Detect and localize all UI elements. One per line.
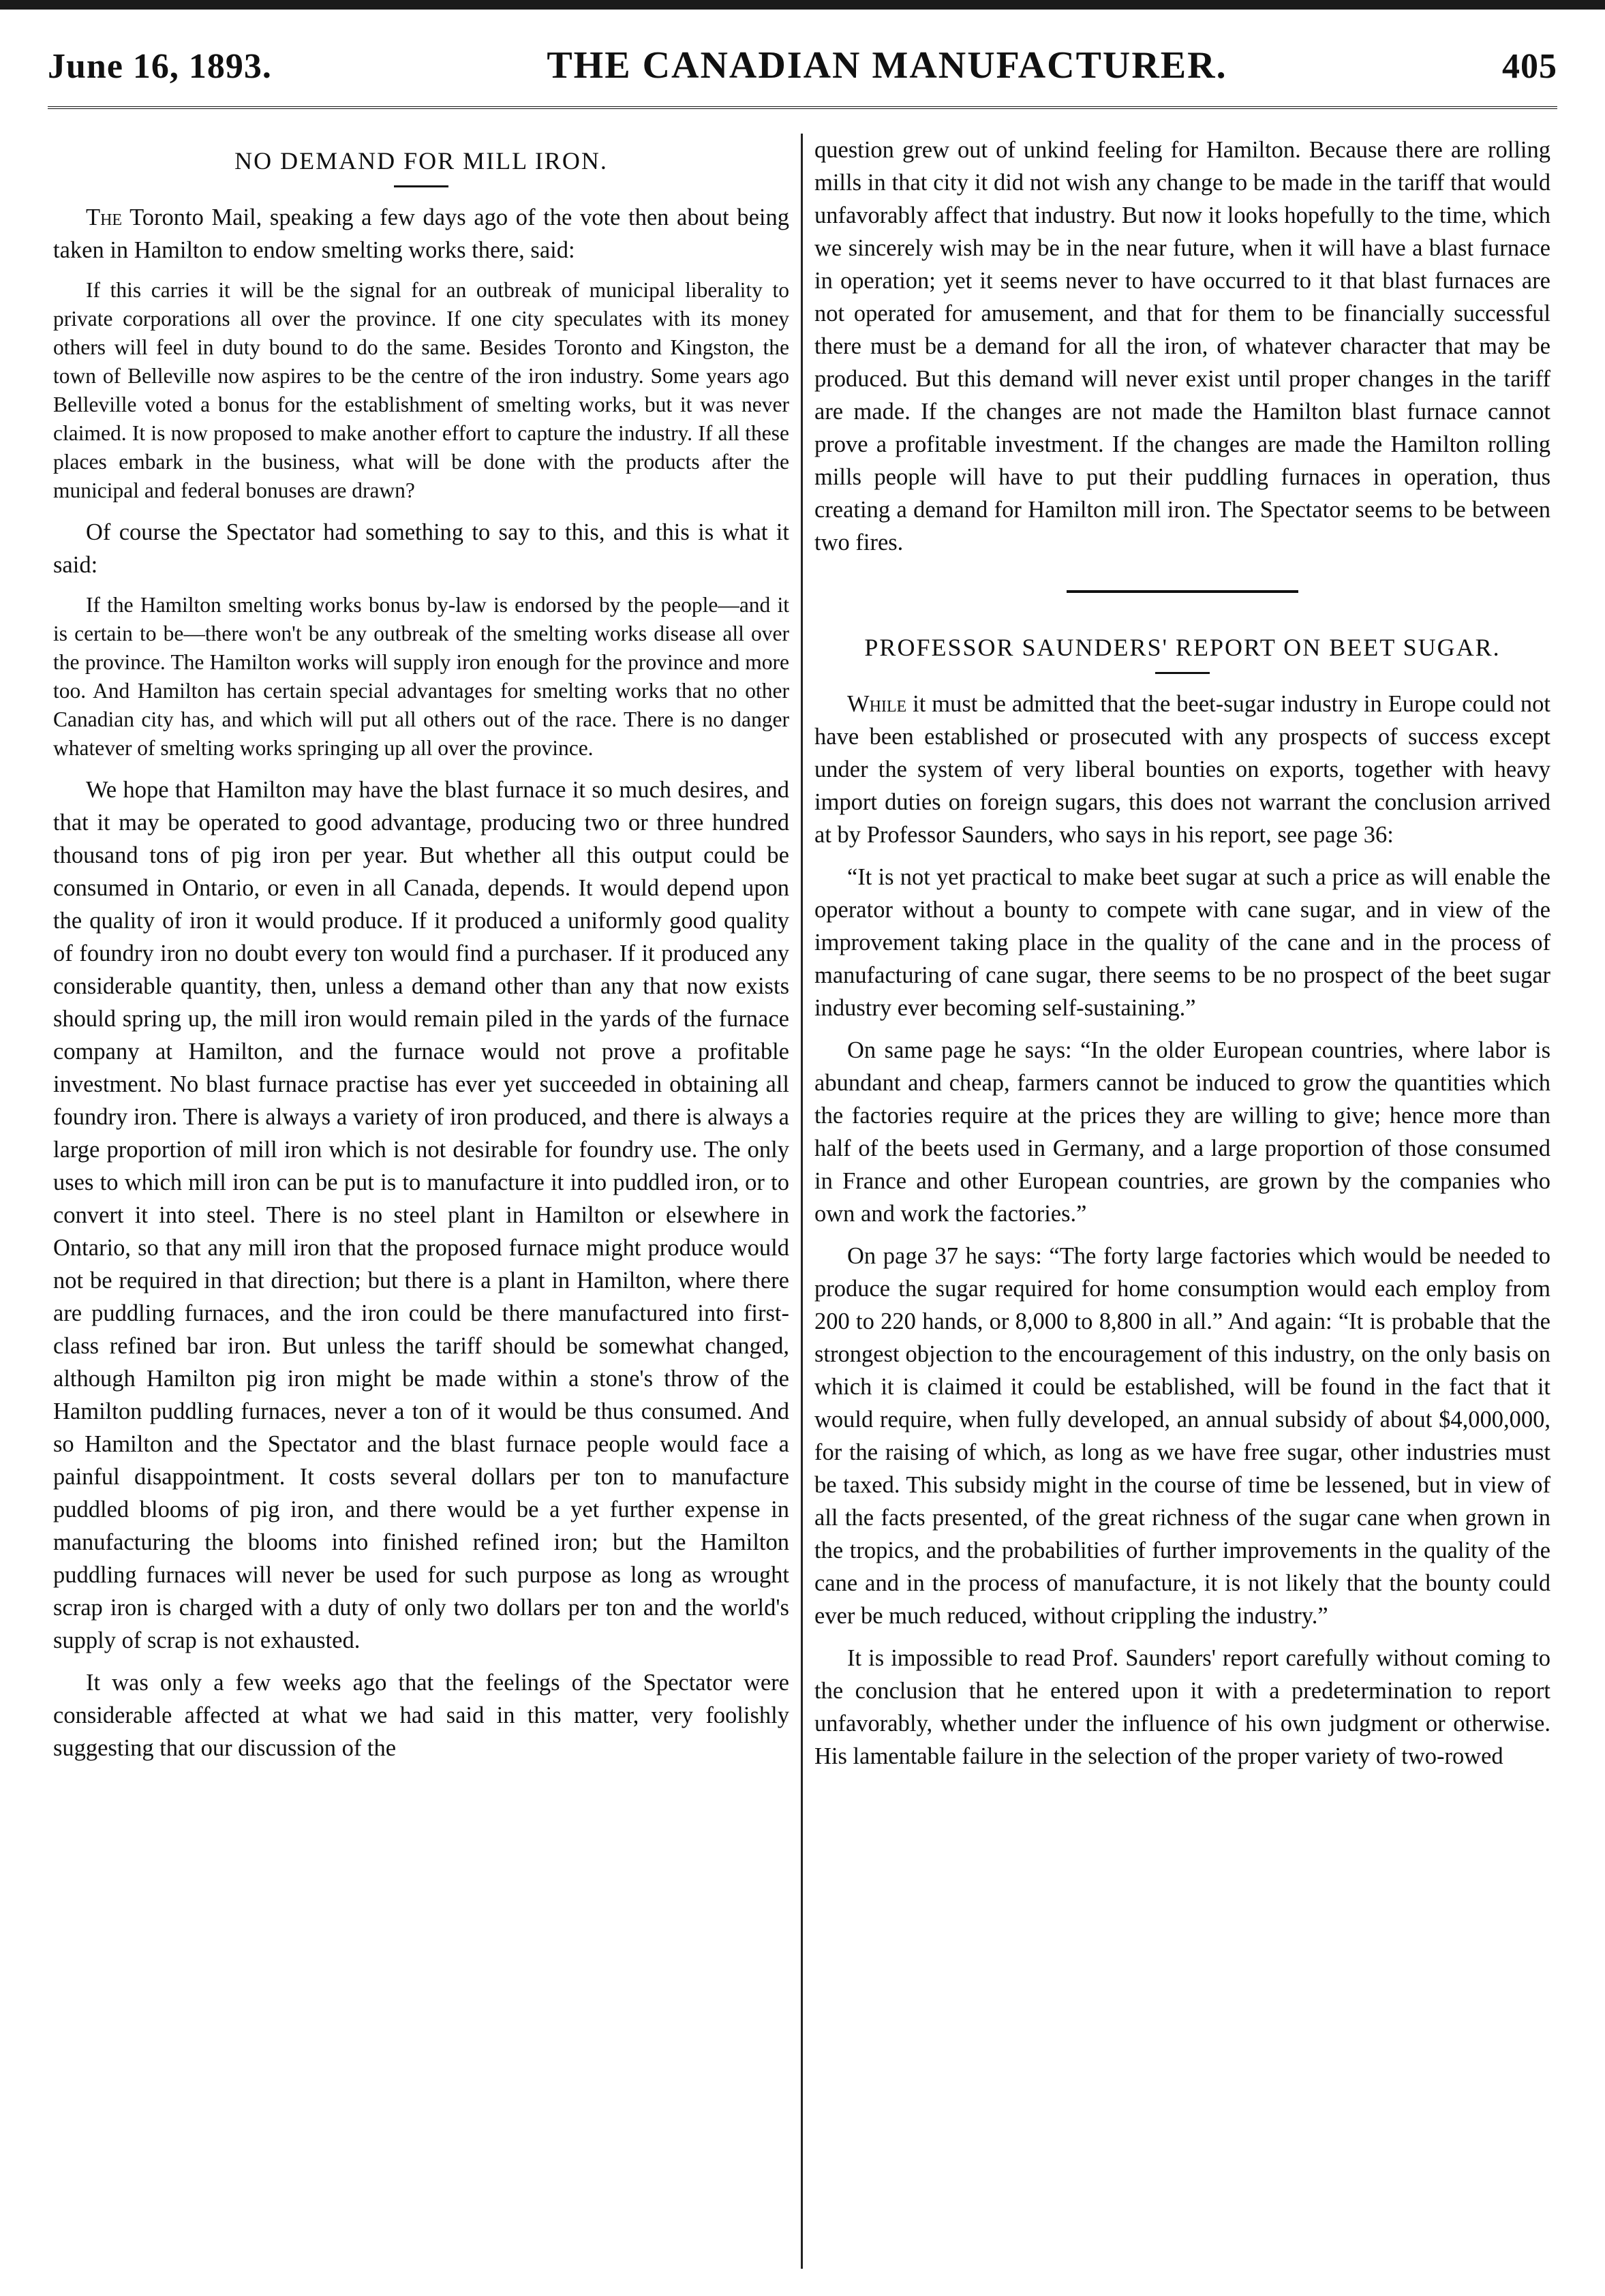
article2-intro-text: it must be admitted that the beet-sugar industry in Europe could not have been established or prosecuted with any prospects of success except under the system of very liberal bounties on exports, together with heavy import duties on foreign sugars, this does not warrant the conclusion arrived at by Professor Saunders, who says in his report, see page 36: [814,691,1550,848]
article1-para3: We hope that Hamilton may have the blast furnace it so much desires, and that it may be operated to good advantage, producing two or three hundred thousand tons of pig iron per year. But whether all this output could be consumed in Ontario, or even in all Canada, depends. It would depend upon the quality of iron it would produce. If it produced a uniformly good quality of foundry iron no doubt every ton would find a purchaser. If it produced any considerable quantity, then, unless a demand other than any that now exists should spring up, the mill iron would remain piled in the yards of the furnace company at Hamilton, and the furnace would not prove a profitable investment. No blast furnace practise has ever yet succeeded in obtaining all foundry iron. There is always a variety of iron produced, and there is always a large proportion of mill iron which is not desirable for foundry use. The only uses to which mill iron can be put is to manufacture it into puddled iron, or to convert it into steel. There is no steel plant in Hamilton or elsewhere in Ontario, so that any mill iron that the proposed furnace might produce would not be required in that direction; but there is a plant in Hamilton, where there are puddling furnaces, and the iron could be there manufactured into first-class refined bar iron. But unless the tariff should be somewhat changed, although Hamilton pig iron might be made within a stone's throw of the Hamilton puddling furnaces, never a ton of it would be thus consumed. And so Hamilton and the Spectator and the blast furnace people would face a painful disappointment. It costs several dollars per ton to manufacture puddled blooms of pig iron, and there would be a yet further expense in manufacturing the blooms into finished refined iron; but the Hamilton puddling furnaces will never be used for such purpose as long as wrought scrap iron is charged with a duty of only two dollars per ton and the world's supply of scrap is not exhausted. [53,777,789,1653]
title-rule [394,185,448,187]
title-rule [1155,672,1210,674]
masthead-title: THE CANADIAN MANUFACTURER. [547,44,1227,87]
article2-para4: It is impossible to read Prof. Saunders' report carefully without coming to the conclusion that he entered upon it with a predetermination to report unfavorably, whether under the influence of his own judgment or otherwise. His lamentable failure in the selection of the proper variety of two-rowed [814,1645,1550,1769]
article1-quote2: If the Hamilton smelting works bonus by-law is endorsed by the people—and it is certain to be—there won't be any outbreak of the smelting works disease all over the province. The Hamilton works will supply iron enough for the province and more too. And Hamilton has certain special advantages for smelting works that no other Canadian city has, and which will put all others out of the race. There is no danger whatever of smelting works springing up all over the province. [53,593,789,760]
article2-para3: On page 37 he says: “The forty large factories which would be needed to produce the sugar required for home consumption would each employ from 200 to 220 hands, or 8,000 to 8,800 in all.” And again: “It is probable that the strongest objection to the encouragement of this industry, on the only basis on which it is claimed it could be established, will be found in the fact that it would require, when fully developed, an annual subsidy of about $4,000,000, for the raising of which, as long as we have free sugar, other industries must be taxed. This subsidy might in the course of time be lessened, but in view of all the facts presented, of the great richness of the sugar cane when grown in the tropics, and the probabilities of further improvements in the quality of the cane and in the process of manufacture, it is not likely that the bounty could ever be much reduced, without crippling the industry.” [814,1243,1550,1629]
header-rule [48,106,1557,109]
article-separator [1067,590,1298,593]
article1-para4: It was only a few weeks ago that the feelings of the Spectator were considerable affected at what we had said in this matter, very foolishly suggesting that our discussion of the [53,1670,789,1761]
right-column [814,134,1550,2269]
article1-quote1: If this carries it will be the signal for an outbreak of municipal liberality to private corporations all over the province. If one city speculates with its money others will feel in duty bound to do the same. Besides Toronto and Kingston, the town of Belleville now aspires to be the centre of the iron industry. Some years ago Belleville voted a bonus for the establishment of smelting works, but it was never claimed. It is now proposed to make another effort to capture the industry. If all these places embark in the business, what will be done with the products after the municipal and federal bonuses are drawn? [53,278,789,502]
scan-top-edge [0,0,1605,10]
article2-intro-lead: While [847,691,907,717]
article2-quote1: “It is not yet practical to make beet sugar at such a price as will enable the operator without a bounty to compete with cane sugar, and in view of the improvement taking place in the quality of the cane and in the process of manufacturing of cane sugar, there seems to be no prospect of the beet sugar industry ever becoming self-sustaining.” [814,864,1550,1021]
article1-intro-lead: The [86,204,123,230]
column-divider [801,134,803,2269]
article1-intro-text: Toronto Mail, speaking a few days ago of the vote then about being taken in Hamilton to endow smelting works there, said: [53,204,789,263]
issue-date: June 16, 1893. [48,47,272,86]
article2-title: PROFESSOR SAUNDERS' REPORT ON BEET SUGAR. [864,634,1501,661]
page-number: 405 [1502,47,1557,86]
article1-para4-continued: question grew out of unkind feeling for Hamilton. Because there are rolling mills in that city it did not wish any change to be made in the tariff that would unfavorably affect that industry. But now it looks hopefully to the time, which we sincerely wish may be in the near future, when it will have a blast furnace in operation; yet it seems never to have occurred to it that blast furnaces are not operated for amusement, and that for them to be financially successful there must be a demand for all the iron, of whatever character that may be produced. But this demand will never exist until proper changes in the tariff are made. If the changes are not made the Hamilton blast furnace cannot prove a profitable investment. If the changes are made the Hamilton rolling mills people will have to put their puddling furnaces in operation, thus creating a demand for Hamilton mill iron. The Spectator seems to be between two fires. [814,137,1550,555]
article2-intro [814,688,1550,851]
page-header [48,44,1557,98]
article1-title: NO DEMAND FOR MILL IRON. [234,147,608,174]
article1-para2: Of course the Spectator had something to say to this, and this is what it said: [53,519,789,578]
left-column [53,134,789,2269]
article2-para2: On same page he says: “In the older European countries, where labor is abundant and cheap, farmers cannot be induced to grow the quantities which the factories require at the prices they are willing to give; hence more than half of the beets used in Germany, and a large proportion of those consumed in France and other European countries, are grown by the companies who own and work the factories.” [814,1037,1550,1227]
article1-intro [53,201,789,266]
